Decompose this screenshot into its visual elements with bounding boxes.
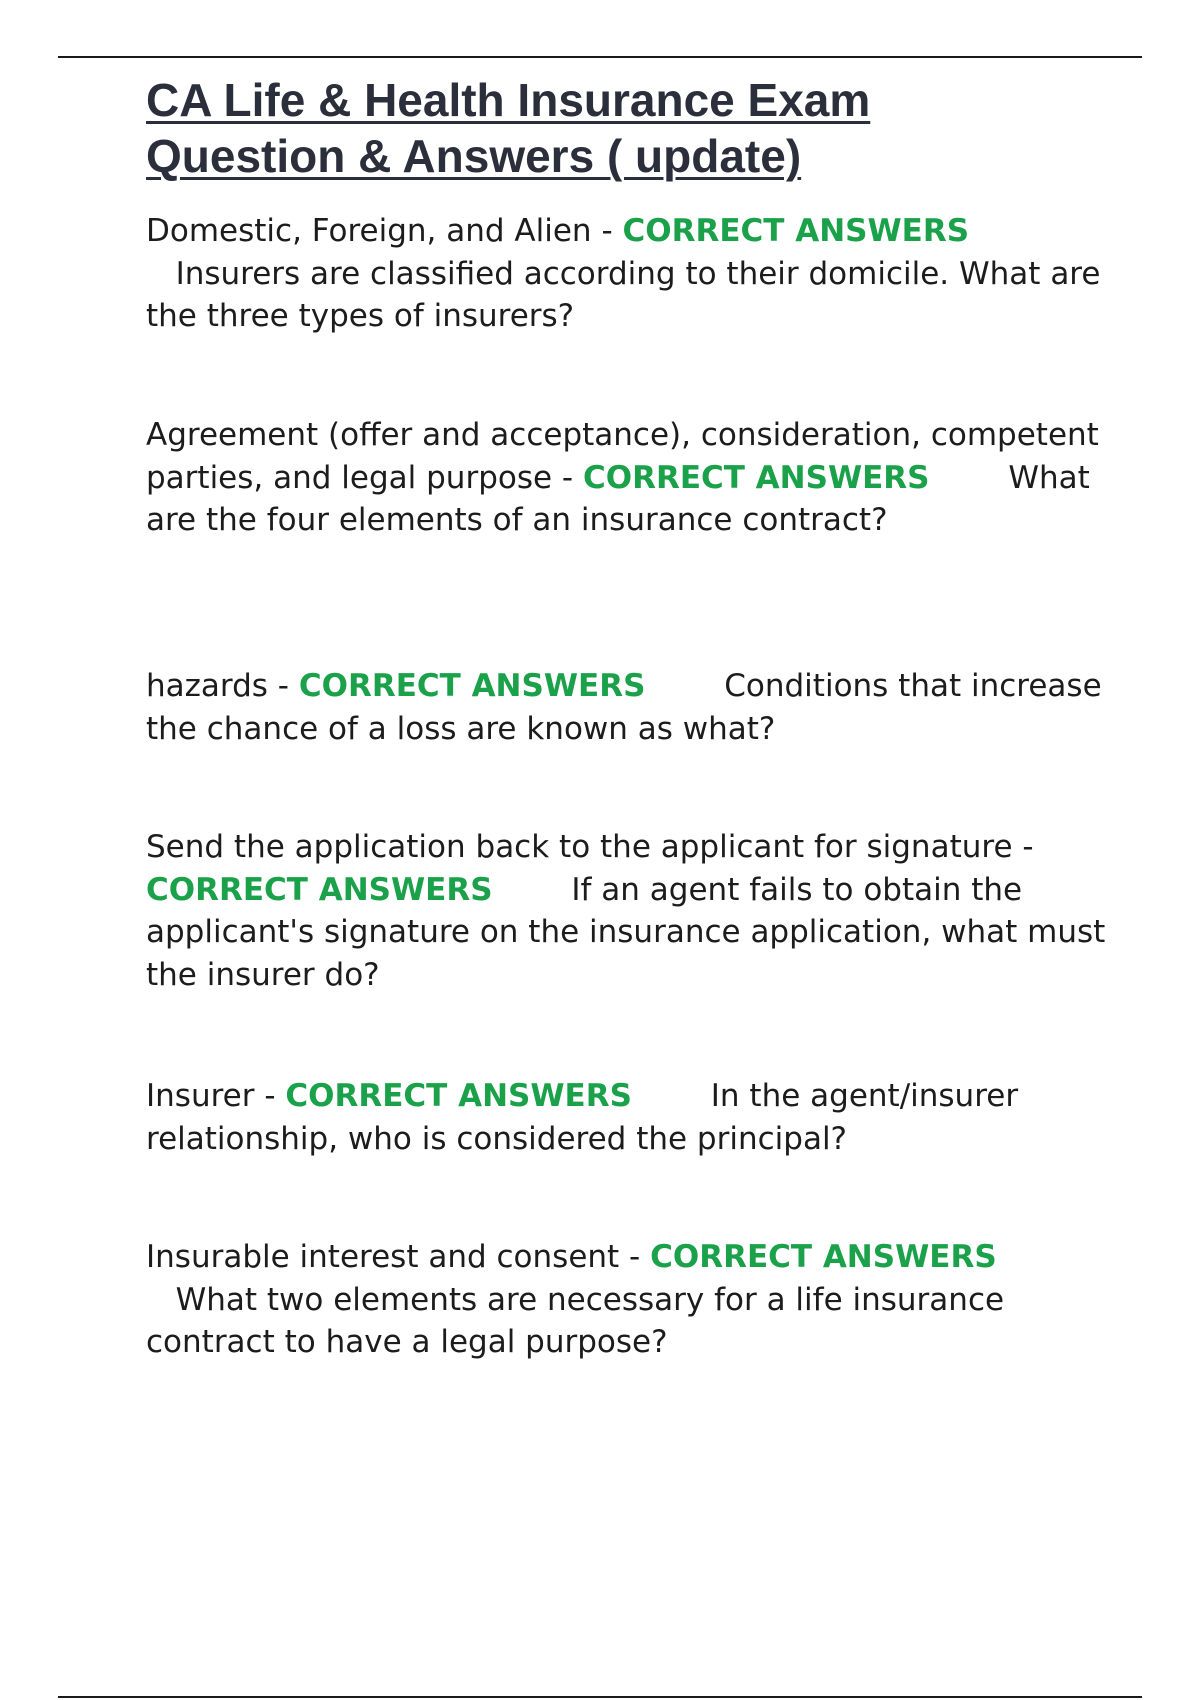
correct-answers-tag: CORRECT ANSWERS [146, 871, 493, 908]
separator: - [1012, 829, 1034, 865]
correct-answers-tag: CORRECT ANSWERS [582, 459, 930, 496]
question-text: What are the four elements of an insurance contract? [146, 459, 1090, 538]
page-title-line-1: CA Life & Health Insurance Exam [146, 74, 871, 126]
qa-item [146, 1236, 1106, 1364]
qa-item [146, 665, 1106, 750]
answer-text: Insurer [146, 1078, 255, 1114]
answer-text: Send the application back to the applicant for signature [146, 829, 1013, 865]
answer-text: Domestic, Foreign, and Alien [146, 213, 592, 249]
qa-item [146, 1075, 1106, 1160]
qa-item [146, 414, 1106, 542]
question-text: Insurers are classified according to their domicile. What are the three types of insurers? [146, 255, 1101, 334]
question-text: Conditions that increase the chance of a loss are known as what? [146, 668, 1102, 747]
top-rule [58, 56, 1142, 58]
bottom-rule [58, 1696, 1142, 1698]
correct-answers-tag: CORRECT ANSWERS [650, 1239, 997, 1275]
correct-answers-tag: CORRECT ANSWERS [622, 213, 970, 249]
answer-text: Insurable interest and consent [146, 1239, 620, 1275]
correct-answers-tag: CORRECT ANSWERS [285, 1078, 632, 1114]
page-title-line-2: Question & Answers ( update) [146, 130, 802, 182]
correct-answers-tag: CORRECT ANSWERS [298, 668, 646, 704]
separator: - [619, 1239, 651, 1275]
qa-item [146, 826, 1106, 996]
qa-item [146, 210, 1106, 338]
answer-text: Agreement (offer and acceptance), consideration, competent parties, and legal purpose [146, 417, 1099, 496]
question-text: What two elements are necessary for a life insurance contract to have a legal purpose? [146, 1281, 1005, 1360]
question-text: In the agent/insurer relationship, who is considered the principal? [146, 1078, 1019, 1157]
separator: - [254, 1078, 286, 1114]
separator: - [552, 459, 583, 496]
page-title [146, 72, 1046, 184]
separator: - [267, 668, 299, 704]
answer-text: hazards [146, 668, 268, 704]
question-text: If an agent fails to obtain the applicant's signature on the insurance application, what must the insurer do? [146, 871, 1106, 993]
separator: - [591, 213, 623, 249]
